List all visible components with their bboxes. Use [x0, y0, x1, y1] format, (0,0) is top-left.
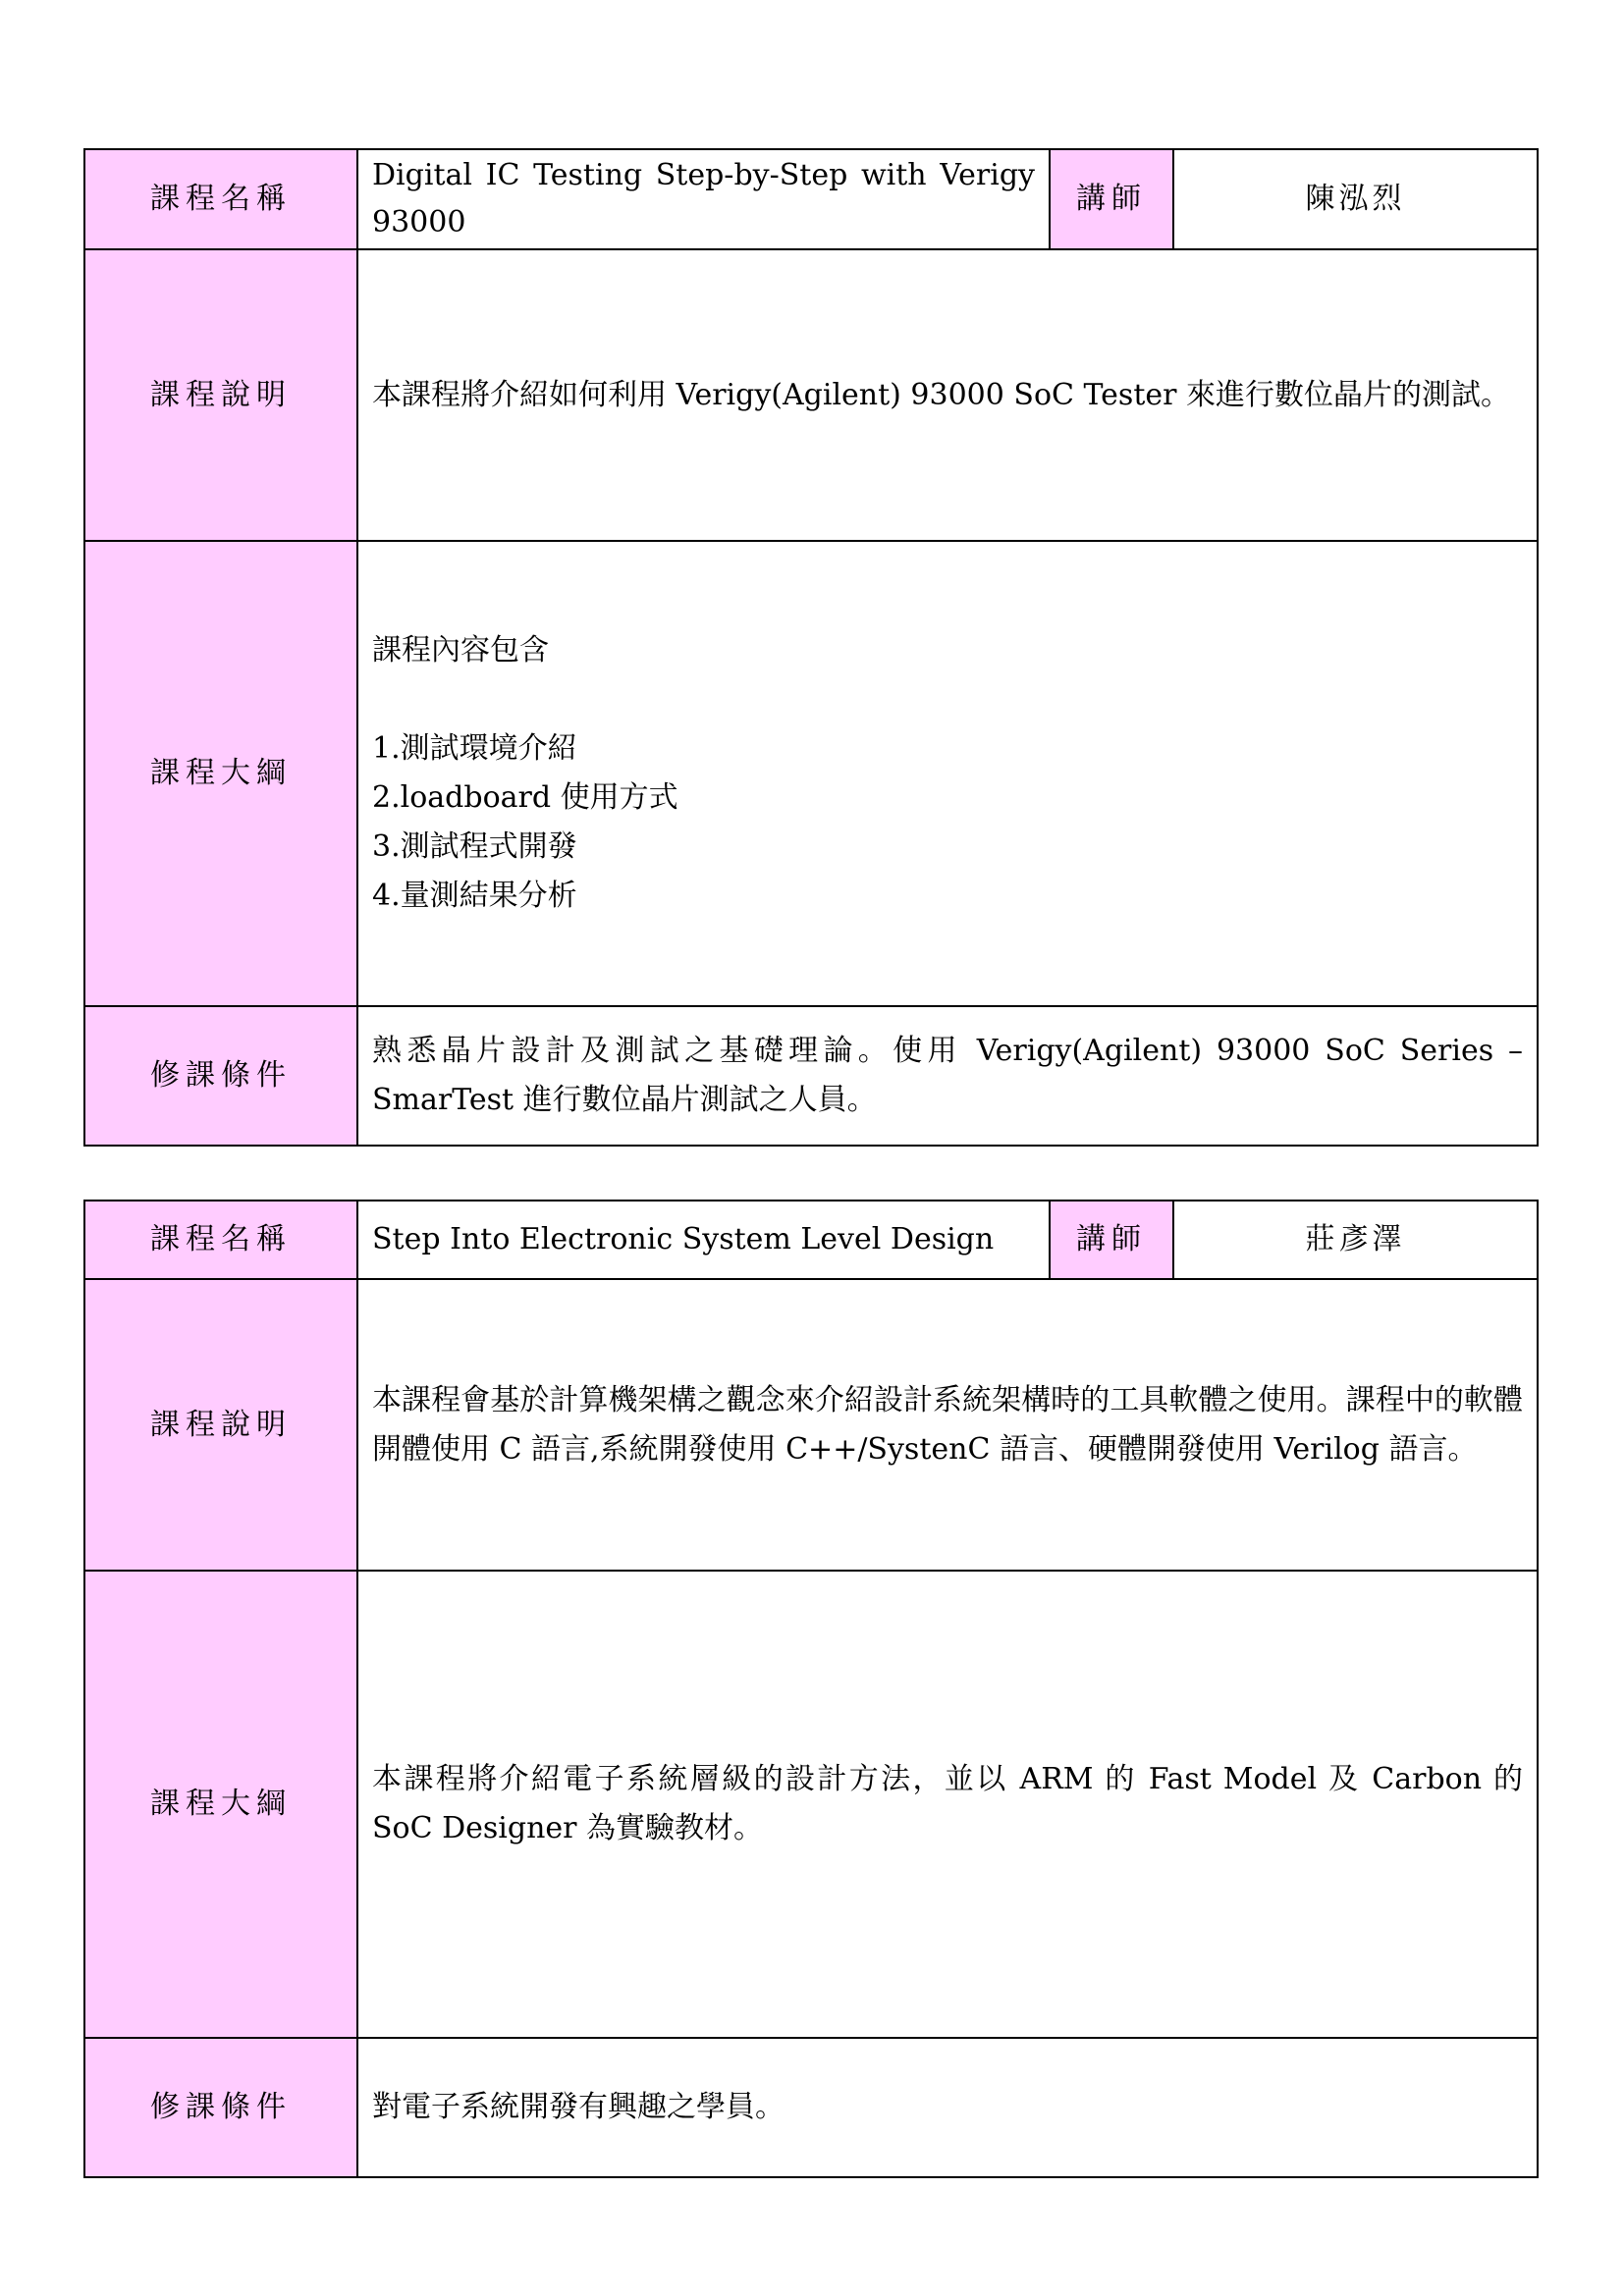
description-value: 本課程會基於計算機架構之觀念來介紹設計系統架構時的工具軟體之使用。課程中的軟體開體使用 C 語言,系統開發使用 C++/SystenC 語言、硬體開發使用 Verilog 語言。	[357, 1279, 1538, 1571]
outline-label: 課程大綱	[84, 1571, 357, 2038]
outline-value: 本課程將介紹電子系統層級的設計方法，並以 ARM 的 Fast Model 及 Carbon 的 SoC Designer 為實驗教材。	[357, 1571, 1538, 2038]
prerequisite-value: 對電子系統開發有興趣之學員。	[357, 2038, 1538, 2177]
description-value: 本課程將介紹如何利用 Verigy(Agilent) 93000 SoC Tester 來進行數位晶片的測試。	[357, 249, 1538, 541]
course-name-label: 課程名稱	[84, 1201, 357, 1279]
course-name-value: Digital IC Testing Step-by-Step with Verigy 93000	[357, 149, 1050, 249]
course-table-1	[83, 148, 1539, 1147]
prerequisite-label: 修課條件	[84, 1006, 357, 1146]
course-name-label: 課程名稱	[84, 149, 357, 249]
instructor-value: 莊彥澤	[1173, 1201, 1538, 1279]
outline-item: 4.量測結果分析	[372, 879, 577, 913]
instructor-label: 講師	[1050, 1201, 1173, 1279]
description-label: 課程說明	[84, 249, 357, 541]
instructor-value: 陳泓烈	[1173, 149, 1538, 249]
outline-item: 1.測試環境介紹	[372, 731, 577, 766]
outline-label: 課程大綱	[84, 541, 357, 1006]
course-name-value: Step Into Electronic System Level Design	[357, 1201, 1050, 1279]
instructor-label: 講師	[1050, 149, 1173, 249]
outline-item: 3.測試程式開發	[372, 829, 577, 864]
description-label: 課程說明	[84, 1279, 357, 1571]
prerequisite-value: 熟悉晶片設計及測試之基礎理論。使用 Verigy(Agilent) 93000 SoC Series – SmarTest 進行數位晶片測試之人員。	[357, 1006, 1538, 1146]
outline-intro: 課程內容包含	[372, 633, 549, 667]
outline-value	[357, 541, 1538, 1006]
prerequisite-label: 修課條件	[84, 2038, 357, 2177]
course-table-2	[83, 1200, 1539, 2178]
outline-item: 2.loadboard 使用方式	[372, 780, 678, 815]
